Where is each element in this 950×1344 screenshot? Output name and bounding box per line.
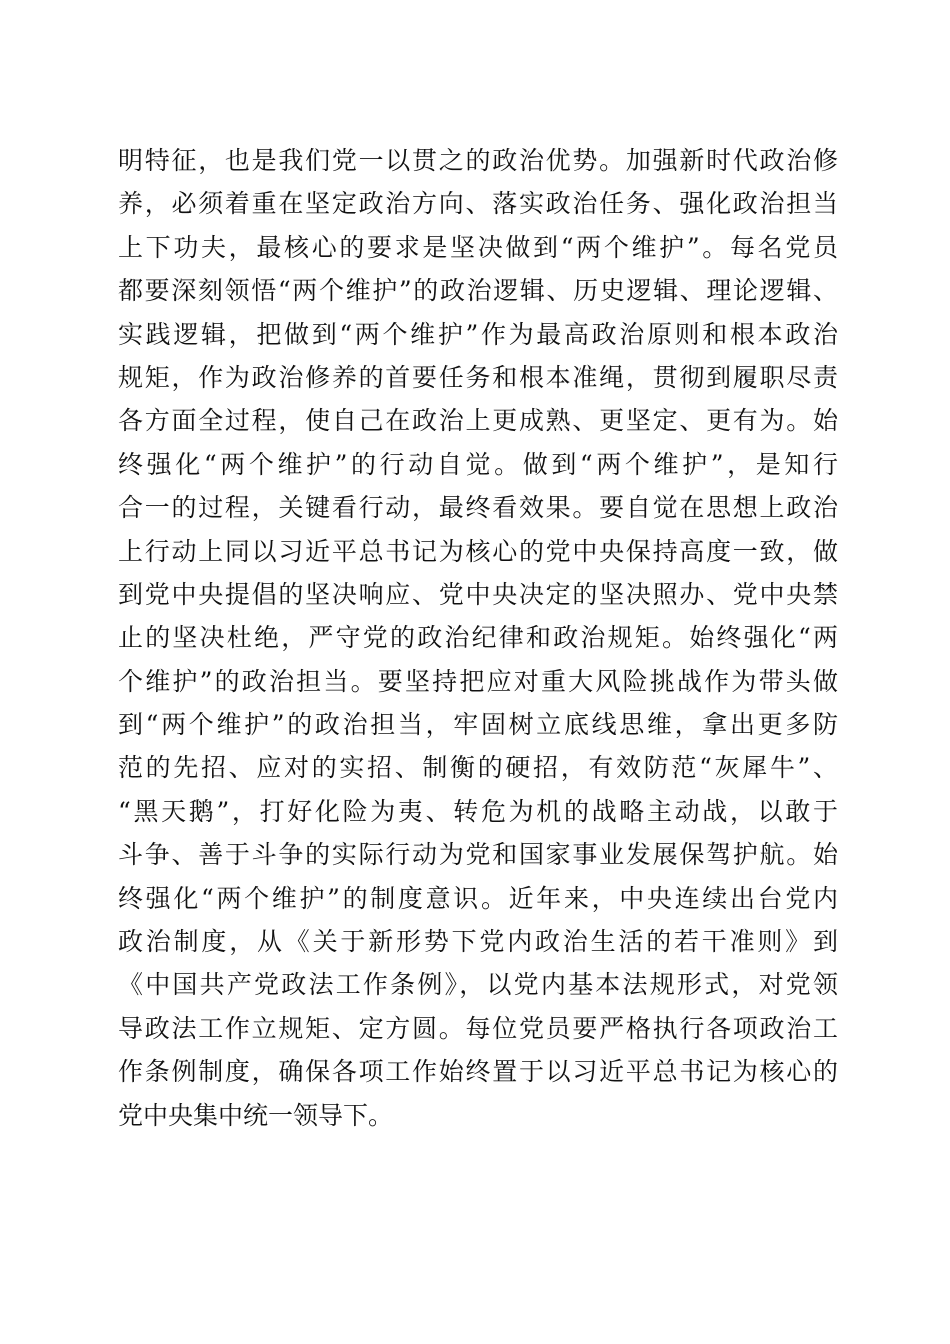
text-line: “黑天鹅”，打好化险为夷、转危为机的战略主动战，以敢于 — [118, 796, 838, 826]
text-line: 终强化“两个维护”的制度意识。近年来，中央连续出台党内 — [118, 883, 838, 913]
text-line: 范的先招、应对的实招、制衡的硬招，有效防范“灰犀牛”、 — [118, 753, 838, 783]
text-line: 到“两个维护”的政治担当，牢固树立底线思维，拿出更多防 — [118, 710, 838, 740]
text-line: 都要深刻领悟“两个维护”的政治逻辑、历史逻辑、理论逻辑、 — [118, 276, 838, 306]
text-line: 斗争、善于斗争的实际行动为党和国家事业发展保驾护航。始 — [118, 840, 838, 870]
text-line: 个维护”的政治担当。要坚持把应对重大风险挑战作为带头做 — [118, 666, 838, 696]
text-line: 合一的过程，关键看行动，最终看效果。要自觉在思想上政治 — [118, 493, 838, 523]
text-line: 各方面全过程，使自己在政治上更成熟、更坚定、更有为。始 — [118, 406, 838, 436]
text-line: 止的坚决杜绝，严守党的政治纪律和政治规矩。始终强化“两 — [118, 623, 838, 653]
text-line: 实践逻辑，把做到“两个维护”作为最高政治原则和根本政治 — [118, 319, 838, 349]
text-line: 到党中央提倡的坚决响应、党中央决定的坚决照办、党中央禁 — [118, 579, 838, 609]
text-line: 终强化“两个维护”的行动自觉。做到“两个维护”，是知行 — [118, 449, 838, 479]
text-line: 规矩，作为政治修养的首要任务和根本准绳，贯彻到履职尽责 — [118, 362, 838, 392]
text-line: 导政法工作立规矩、定方圆。每位党员要严格执行各项政治工 — [118, 1013, 838, 1043]
text-line: 《中国共产党政法工作条例》，以党内基本法规形式，对党领 — [118, 970, 838, 1000]
text-line: 上下功夫，最核心的要求是坚决做到“两个维护”。每名党员 — [118, 232, 838, 262]
text-line: 明特征，也是我们党一以贯之的政治优势。加强新时代政治修 — [118, 146, 838, 175]
text-line: 党中央集中统一领导下。 — [118, 1100, 394, 1130]
text-line: 政治制度，从《关于新形势下党内政治生活的若干准则》到 — [118, 927, 838, 957]
body-paragraph — [118, 139, 838, 1137]
text-line: 作条例制度，确保各项工作始终置于以习近平总书记为核心的 — [118, 1057, 838, 1087]
text-line: 上行动上同以习近平总书记为核心的党中央保持高度一致，做 — [118, 536, 838, 566]
text-line: 养，必须着重在坚定政治方向、落实政治任务、强化政治担当 — [118, 189, 838, 219]
